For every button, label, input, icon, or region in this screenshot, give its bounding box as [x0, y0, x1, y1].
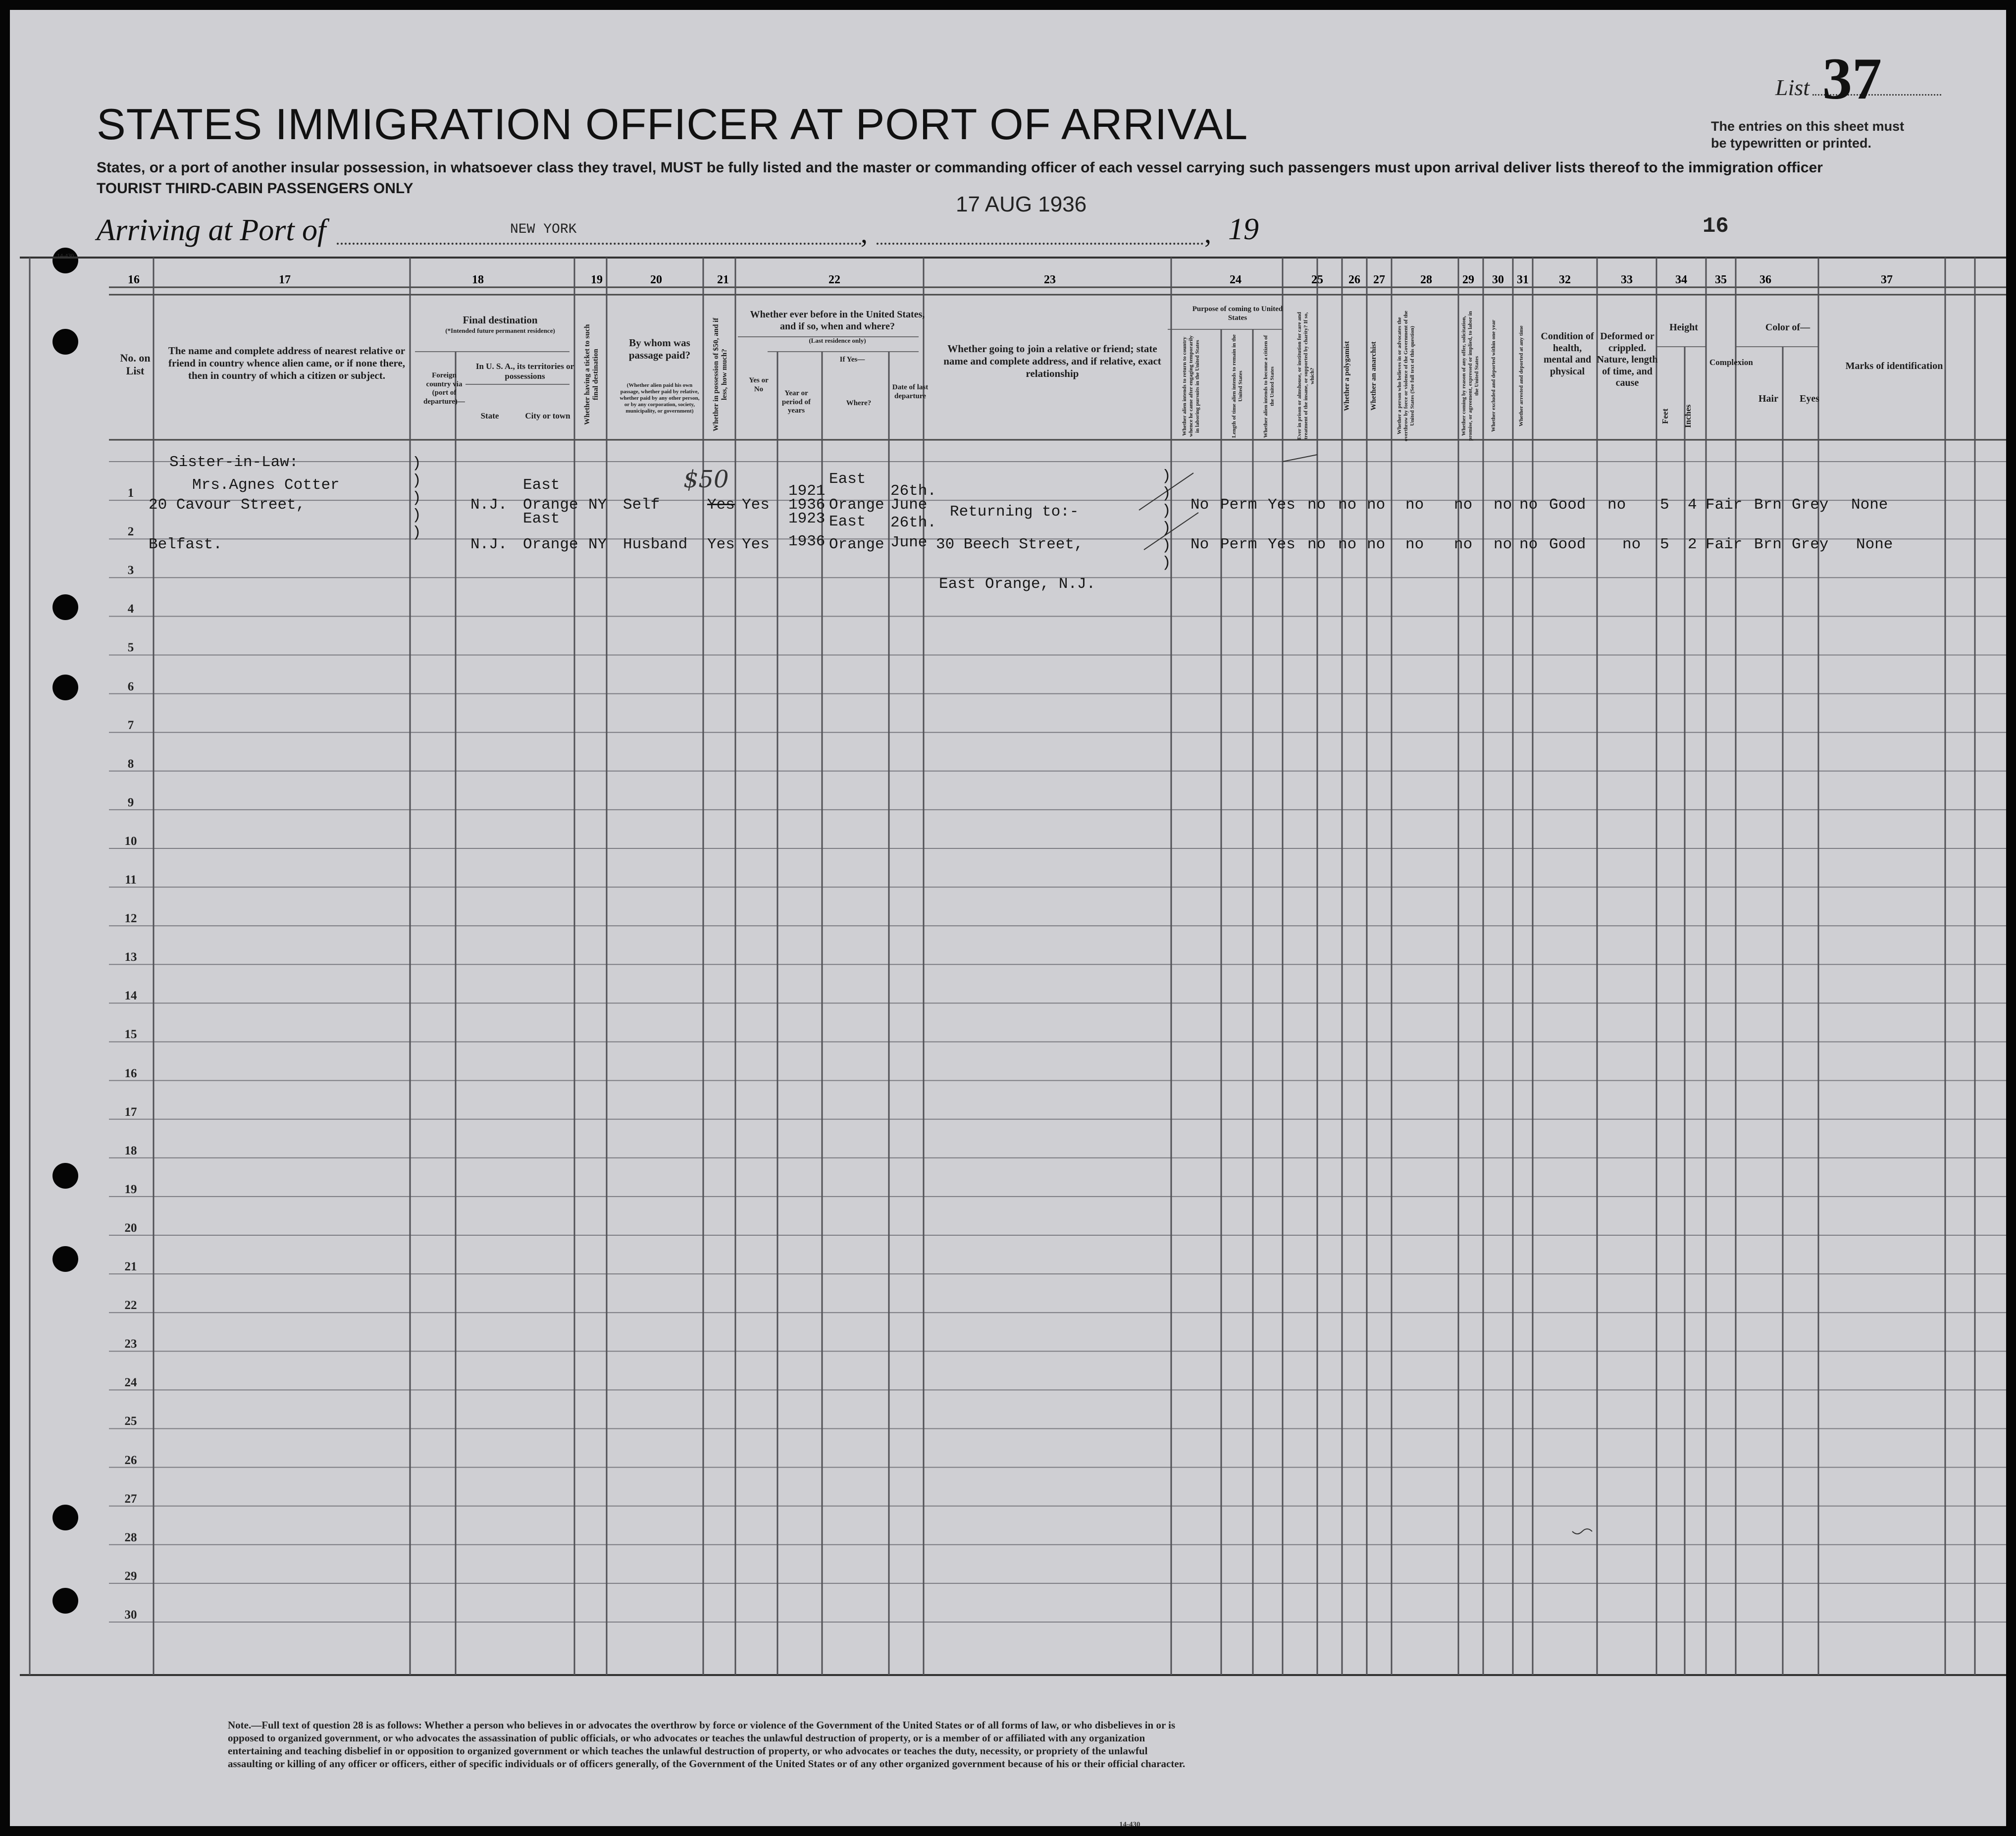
- header-c22-year: Year or period of years: [782, 389, 811, 415]
- row-number: 6: [127, 680, 134, 693]
- where-cell: East: [829, 513, 866, 530]
- inches-cell: 4: [1688, 496, 1697, 514]
- row-number: 2: [127, 525, 134, 539]
- row-number: 26: [124, 1453, 137, 1467]
- ticket-cell: NY: [588, 496, 607, 514]
- before-us-cell: Yes: [742, 496, 770, 514]
- city-cell: East: [523, 476, 560, 494]
- column-number: 20: [650, 273, 662, 286]
- city-cell: East: [523, 510, 560, 527]
- footnote-question-28: Note.—Full text of question 28 is as follows: Whether a person who believes in or advocates the overthrow by force or violence of the Government of the United States or of all forms of law, or who disbelieves in or is opposed to organized government, or who advocates the assassination of public officials, or who advocates or teaches the unlawful destruction of property, or is a member of or affiliated with any organization entertaining and teaching disbelief in or opposition to organized government or which teaches the unlawful destruction of property, or who advocates or teaches the duty, necessity, or propriety of the unlawful assaulting or killing of any officer or officers, either of specific individuals or of officers generally, of the Government of the United States or of any other organized government because of his or their official character.: [228, 1719, 1186, 1770]
- departure-cell: 26th.: [890, 514, 937, 531]
- row-number: 8: [127, 757, 134, 771]
- port-value: NEW YORK: [510, 222, 577, 237]
- departure-cell: June: [890, 496, 928, 514]
- joining-cell: 30 Beech Street,: [936, 536, 1084, 553]
- header-c18-foreign: Foreign country via (port of departure)—: [423, 371, 465, 406]
- row-number: 9: [127, 795, 134, 809]
- entries-note-line: be typewritten or printed.: [1711, 136, 1872, 151]
- deformed-cell: no: [1607, 496, 1626, 514]
- column-number: 17: [279, 273, 291, 286]
- complexion-cell: Fair: [1706, 536, 1743, 553]
- column-number: 24: [1230, 273, 1241, 286]
- passage-paid-cell: Husband: [623, 536, 688, 553]
- anarchist-cell: no: [1367, 536, 1386, 553]
- table-grid: [10, 10, 2006, 1826]
- row-number: 4: [127, 602, 134, 616]
- feet-cell: 5: [1660, 496, 1669, 514]
- excluded-cell: no: [1494, 536, 1512, 553]
- header-c18-city: City or town: [525, 411, 570, 420]
- state-cell: N.J.: [470, 496, 508, 514]
- header-c22-yesno: Yes or No: [749, 376, 769, 393]
- column-number: 29: [1462, 273, 1474, 286]
- row-number: 11: [125, 873, 137, 887]
- header-c34-inches: Inches: [1683, 404, 1693, 428]
- ticket-cell: NY: [588, 536, 607, 553]
- prison-cell: no: [1307, 496, 1326, 514]
- column-number: 21: [717, 273, 729, 286]
- header-c28: Whether a person who believes in or advocates the overthrow by force or violence of the Government of the United States (See full text of this question): [1396, 311, 1415, 441]
- eyes-cell: Grey: [1792, 536, 1829, 553]
- marks-cell: None: [1851, 496, 1888, 514]
- column-number: 19: [591, 273, 603, 286]
- header-c27: Whether an anarchist: [1370, 341, 1378, 411]
- money-mark: $50: [683, 466, 729, 493]
- header-c18-usa: In U. S. A., its territories or possessions: [475, 362, 574, 381]
- deported-cell: no: [1519, 496, 1538, 514]
- header-c35: Complexion: [1709, 358, 1753, 367]
- prison-cell: no: [1307, 536, 1326, 553]
- purpose-return-cell: No: [1190, 496, 1209, 514]
- relative-street: 20 Cavour Street,: [149, 496, 306, 514]
- column-number: 16: [128, 273, 140, 286]
- year-cell: 1923: [788, 510, 826, 527]
- manifest-sheet: [10, 10, 2006, 1826]
- column-number: 27: [1373, 273, 1385, 286]
- header-c22-date: Date of last departure: [892, 383, 929, 400]
- citizen-intent-cell: Yes: [1268, 536, 1295, 553]
- row-number: 14: [124, 989, 137, 1003]
- header-c21: Whether in possession of $50, and if less, how much?: [712, 317, 728, 431]
- deformed-cell: no: [1622, 536, 1641, 553]
- header-c24b: Length of time alien intends to remain in the United States: [1231, 334, 1243, 438]
- list-number: 37: [1822, 46, 1882, 111]
- header-c23: Whether going to join a relative or friend; state name and complete address, and if relative, exact relationship: [943, 343, 1161, 379]
- eyes-cell: Grey: [1792, 496, 1829, 514]
- hair-cell: Brn: [1754, 496, 1782, 514]
- before-us-cell: Yes: [742, 536, 770, 553]
- row-number: 23: [124, 1337, 137, 1351]
- city-cell: Orange: [523, 536, 578, 553]
- year-cell: 1921: [788, 482, 826, 500]
- relative-relation: Sister-in-Law:: [169, 454, 299, 471]
- excluded-cell: no: [1494, 496, 1512, 514]
- header-c18-state: State: [480, 411, 499, 420]
- header-c25: Ever in prison or almshouse, or institution for care and treatment of the insane, or supported by charity? If so, which?: [1296, 312, 1315, 440]
- header-c22-ifyes: If Yes—: [839, 356, 865, 364]
- header-c33: Deformed or crippled. Nature, length of time, and cause: [1597, 331, 1658, 389]
- column-number: 34: [1675, 273, 1687, 286]
- column-number: 31: [1517, 273, 1529, 286]
- purpose-return-cell: No: [1190, 536, 1209, 553]
- feet-cell: 5: [1660, 536, 1669, 553]
- header-c29: Whether coming by reason of any offer, solicitation, promise, or agreement, expressed or implied, to labor in the United States: [1461, 311, 1480, 441]
- pencil-scribble: [1572, 1529, 1592, 1534]
- row-number: 1: [127, 486, 134, 500]
- row-number: 21: [124, 1260, 137, 1273]
- header-c36-hair: Hair: [1758, 393, 1778, 404]
- form-code: 14-430: [57, 252, 74, 259]
- q28-cell: no: [1405, 496, 1424, 514]
- row-number: 29: [124, 1569, 137, 1583]
- header-c24: Purpose of coming to United States: [1192, 305, 1283, 322]
- row-number: 20: [124, 1221, 137, 1235]
- where-cell: Orange: [829, 496, 884, 514]
- column-number: 32: [1559, 273, 1571, 286]
- relative-name: Mrs.Agnes Cotter: [192, 476, 340, 494]
- anarchist-cell: no: [1367, 496, 1386, 514]
- header-c22-note: (Last residence only): [809, 337, 866, 344]
- money-cell: Yes: [707, 536, 735, 553]
- health-cell: Good: [1549, 536, 1586, 553]
- list-label: List: [1775, 75, 1810, 100]
- year-cell: 1936: [788, 533, 826, 550]
- row-number: 17: [124, 1105, 137, 1119]
- column-number: 36: [1759, 273, 1771, 286]
- page-title: STATES IMMIGRATION OFFICER AT PORT OF ARRIVAL: [97, 100, 1248, 149]
- row-number: 19: [124, 1182, 137, 1196]
- instructions-text: States, or a port of another insular possession, in whatsoever class they travel, MUST be fully listed and the master or commanding officer of each vessel carrying such passengers must upon arrival deliver lists thereof to the immigration officer: [97, 159, 1823, 176]
- header-c20-note: (Whether alien paid his own passage, whether paid by relative, whether paid by any other person, or by any corporation, society, municipality, or government): [620, 382, 700, 414]
- column-number: 23: [1044, 273, 1056, 286]
- comma: ,: [861, 218, 868, 249]
- header-c22: Whether ever before in the United States, and if so, when and where?: [750, 309, 925, 332]
- deported-cell: no: [1519, 536, 1538, 553]
- row-number: 22: [124, 1299, 137, 1312]
- column-number: 35: [1715, 273, 1727, 286]
- column-number: 26: [1348, 273, 1360, 286]
- column-number: 37: [1881, 273, 1893, 286]
- header-c19: Whether having a ticket to such final destination: [583, 324, 600, 425]
- marks-cell: None: [1856, 536, 1893, 553]
- header-c30: Whether excluded and deported within one year: [1491, 319, 1497, 432]
- header-c34-feet: Feet: [1660, 408, 1670, 424]
- comma: ,: [1204, 218, 1211, 249]
- header-c18: Final destination: [463, 314, 538, 326]
- health-cell: Good: [1549, 496, 1586, 514]
- labor-offer-cell: no: [1454, 536, 1473, 553]
- labor-offer-cell: no: [1454, 496, 1473, 514]
- row-number: 24: [124, 1376, 137, 1390]
- column-number: 33: [1621, 273, 1633, 286]
- passage-paid-cell: Self: [623, 496, 660, 514]
- row-number: 10: [124, 834, 137, 848]
- bracket: ) ) ) ) ): [412, 455, 421, 541]
- passenger-class: TOURIST THIRD-CABIN PASSENGERS ONLY: [97, 180, 414, 197]
- row-number: 28: [124, 1530, 137, 1544]
- header-c34: Height: [1669, 322, 1698, 333]
- city-cell: Orange: [523, 496, 578, 514]
- year-cell: 1936: [788, 496, 826, 514]
- column-number: 30: [1492, 273, 1504, 286]
- polygamist-cell: no: [1338, 536, 1357, 553]
- header-c18-note: (*Intended future permanent residence): [445, 327, 555, 334]
- money-cell: Yes: [707, 496, 735, 514]
- hair-cell: Brn: [1754, 536, 1782, 553]
- header-c22-where: Where?: [846, 399, 872, 407]
- row-number: 16: [124, 1066, 137, 1080]
- joining-cell: East Orange, N.J.: [939, 576, 1096, 593]
- column-number: 25: [1311, 273, 1323, 286]
- row-number: 25: [124, 1415, 137, 1428]
- inches-cell: 2: [1688, 536, 1697, 553]
- header-c24a: Whether alien intends to return to country whence he came after engaging temporarily in laboring pursuits in the United States: [1182, 335, 1200, 437]
- header-c31: Whether arrested and deported at any time: [1518, 325, 1524, 426]
- joining-cell: Returning to:-: [950, 503, 1079, 521]
- header-c26: Whether a polygamist: [1343, 341, 1351, 411]
- row-number: 30: [124, 1608, 137, 1622]
- length-of-stay-cell: Perm: [1220, 536, 1257, 553]
- row-number: 5: [127, 641, 134, 655]
- complexion-cell: Fair: [1706, 496, 1743, 514]
- arriving-label: Arriving at Port of: [97, 213, 326, 247]
- q28-cell: no: [1405, 536, 1424, 553]
- polygamist-cell: no: [1338, 496, 1357, 514]
- header-c24c: Whether alien intends to become a citizen of the United States: [1263, 335, 1275, 438]
- pencil-dash: [1283, 455, 1317, 462]
- entries-note-line: The entries on this sheet must: [1711, 119, 1905, 134]
- column-number: 28: [1420, 273, 1432, 286]
- row-number: 27: [124, 1492, 137, 1506]
- row-number: 3: [127, 564, 134, 577]
- row-number: 12: [124, 912, 137, 926]
- header-c32: Condition of health, mental and physical: [1541, 331, 1594, 377]
- departure-cell: 26th.: [890, 482, 937, 500]
- header-c20: By whom was passage paid?: [628, 337, 691, 361]
- year-prefix: 19: [1228, 212, 1259, 246]
- departure-cell: June: [890, 534, 928, 551]
- state-cell: N.J.: [470, 536, 508, 553]
- header-c17: The name and complete address of nearest relative or friend in country whence alien came, or if none there, then in country of which a citizen or subject.: [168, 345, 406, 381]
- row-number: 7: [127, 718, 134, 732]
- footer-form-code: 14-430: [1119, 1821, 1140, 1826]
- header-c16: No. on List: [120, 352, 151, 377]
- header-c37: Marks of identification: [1845, 361, 1943, 371]
- length-of-stay-cell: Perm: [1220, 496, 1257, 514]
- date-stamp: 17 AUG 1936: [956, 192, 1087, 216]
- column-number: 22: [828, 273, 840, 286]
- row-number: 18: [124, 1144, 137, 1157]
- where-cell: Orange: [829, 536, 884, 553]
- column-number: 18: [472, 273, 484, 286]
- header-c36-eyes: Eyes: [1800, 393, 1819, 404]
- citizen-intent-cell: Yes: [1268, 496, 1295, 514]
- sheet-number: 16: [1703, 214, 1729, 239]
- bracket: ) ) ) ) ) ): [1162, 468, 1171, 572]
- where-cell: East: [829, 471, 866, 488]
- header-c36: Color of—: [1765, 322, 1810, 333]
- relative-city: Belfast.: [149, 536, 222, 553]
- row-number: 13: [124, 950, 137, 964]
- row-number: 15: [124, 1028, 137, 1042]
